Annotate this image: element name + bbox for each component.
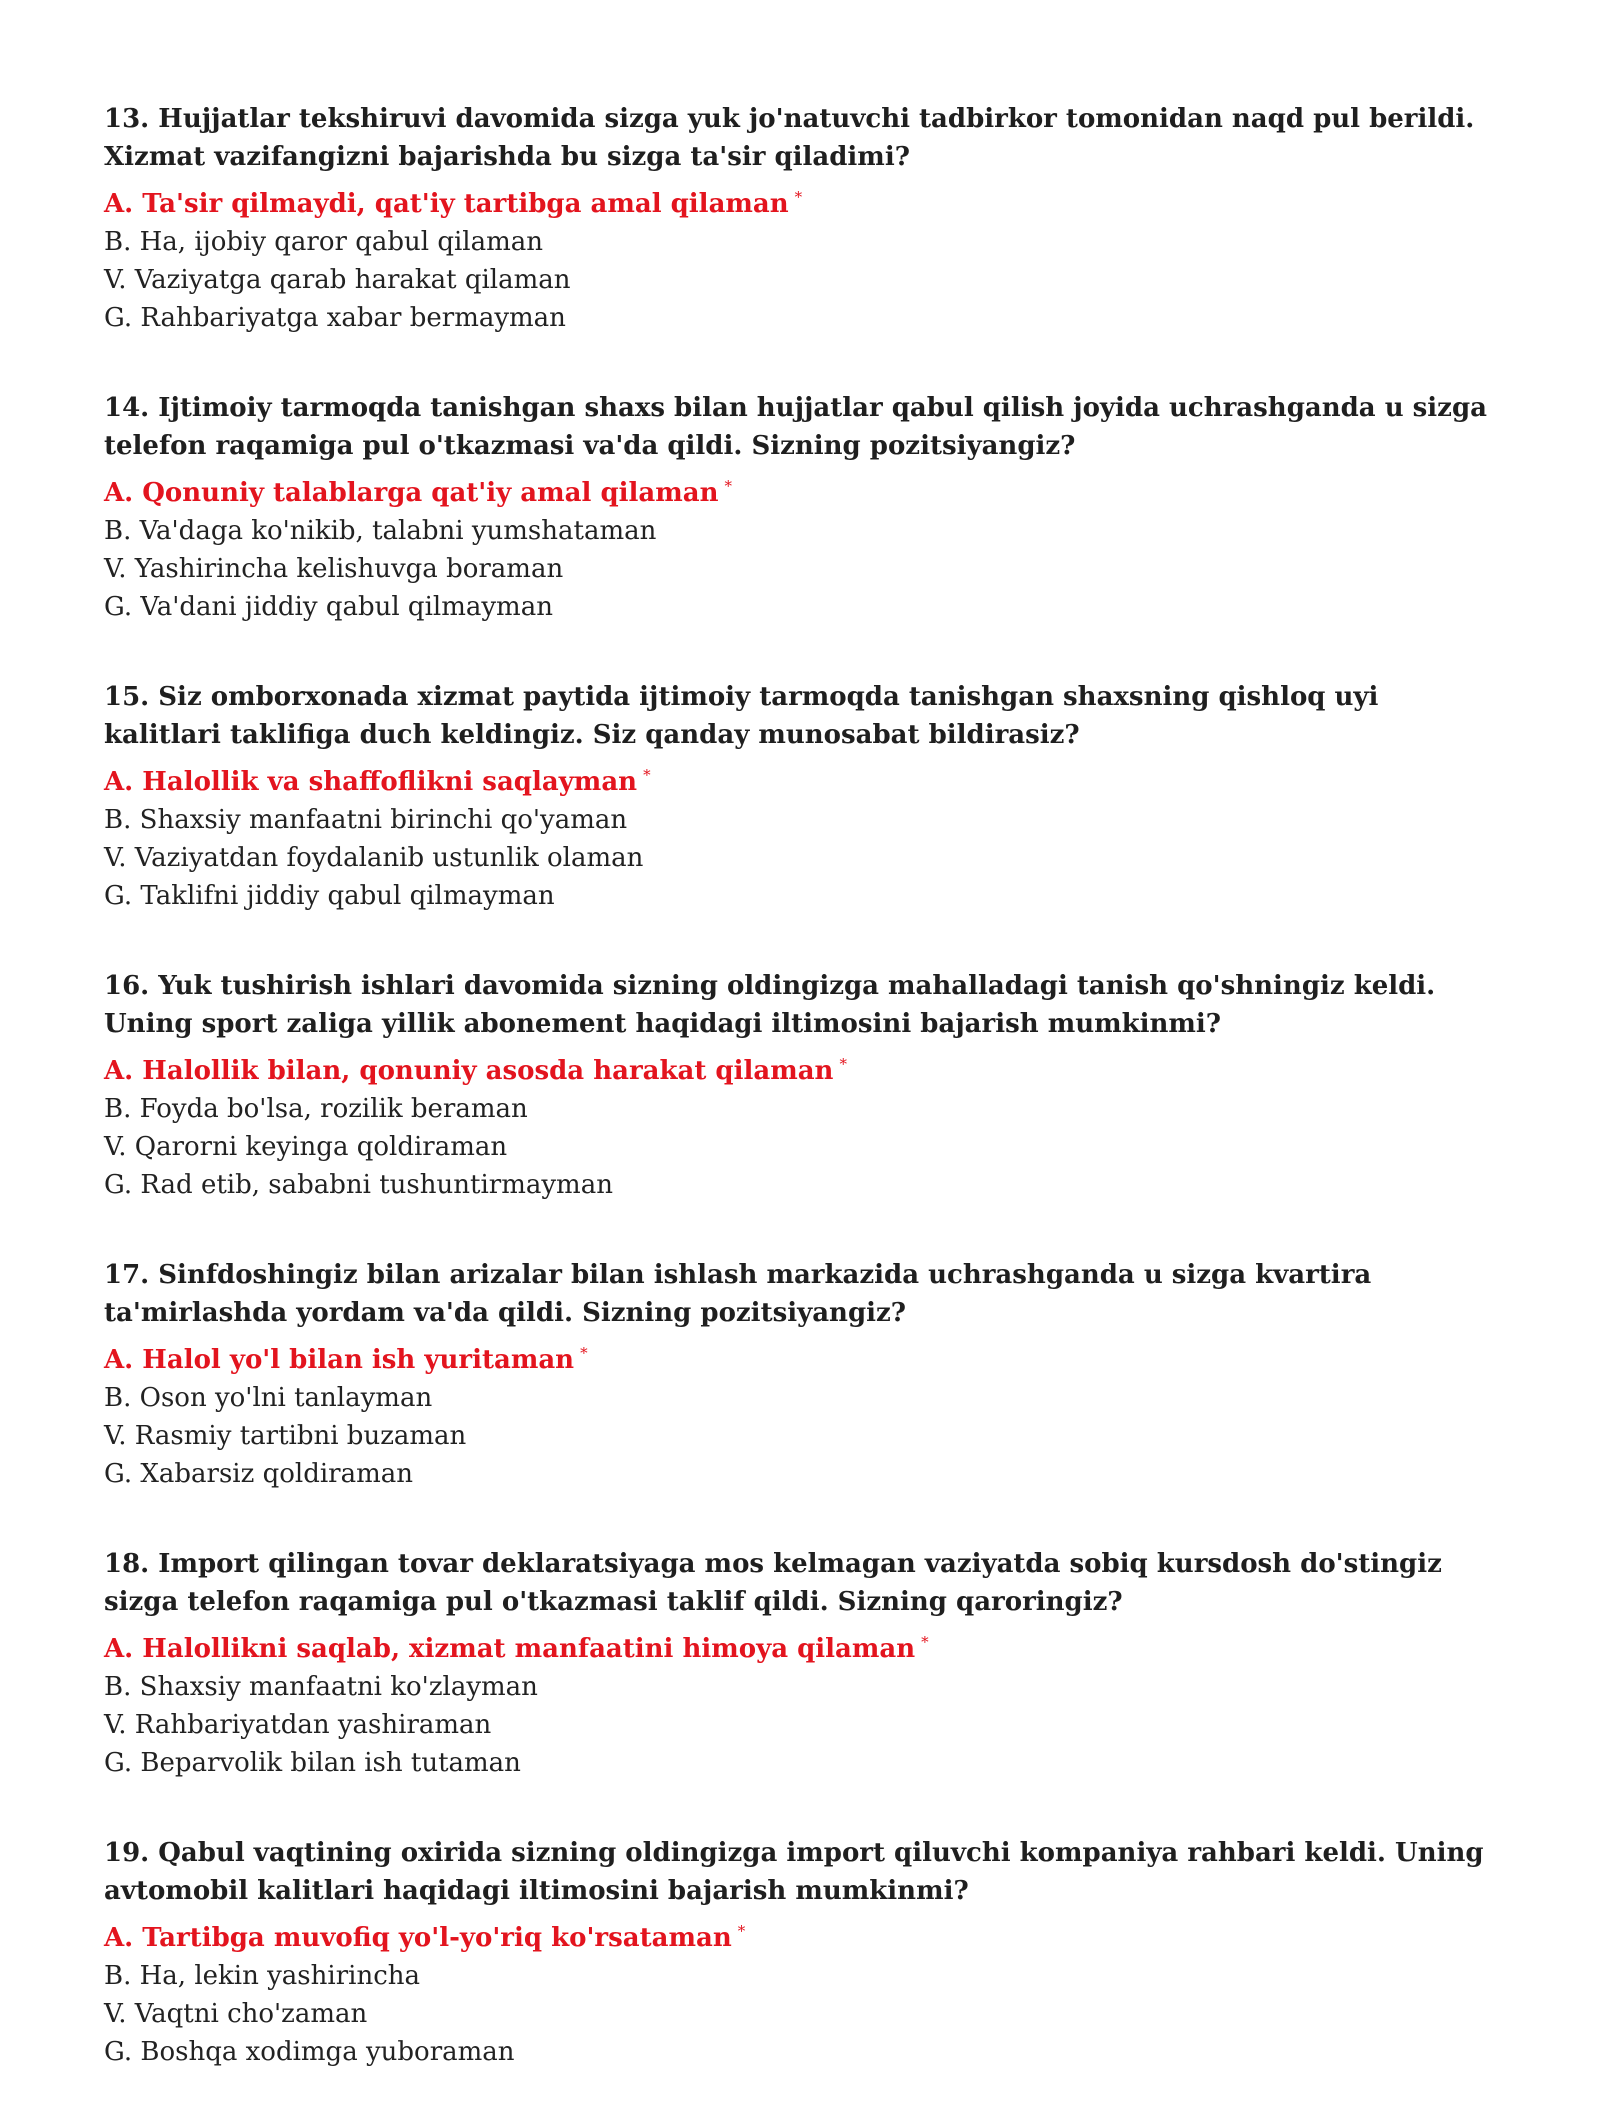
answer-option: V. Vaziyatga qarab harakat qilaman (104, 265, 571, 295)
correct-marker: * (921, 1633, 929, 1651)
answer-option: B. Shaxsiy manfaatni birinchi qo'yaman (104, 805, 628, 835)
correct-marker: * (794, 188, 803, 206)
question-text: 17. Sinfdoshingiz bilan arizalar bilan ishlash markazida uchrashganda u sizga kvartira ta'mirlashda yordam va'da qildi. Sizning pozitsiyangiz? (104, 1260, 1372, 1328)
answer-option: V. Vaziyatdan foydalanib ustunlik olaman (104, 843, 644, 873)
correct-answer (104, 756, 1504, 801)
question-13 (104, 100, 1504, 337)
answer-text: A. Ta'sir qilmaydi, qat'iy tartibga amal qilaman (104, 189, 789, 219)
answer-option: G. Boshqa xodimga yuboraman (104, 2037, 515, 2067)
answer-option: V. Qarorni keyinga qoldiraman (104, 1132, 508, 1162)
answer-option: V. Yashirincha kelishuvga boraman (104, 554, 564, 584)
answer-option: B. Oson yo'lni tanlayman (104, 1383, 433, 1413)
question-19 (104, 1834, 1504, 2071)
correct-answer (104, 1334, 1504, 1379)
answer-text: A. Halol yo'l bilan ish yuritaman (104, 1345, 575, 1375)
correct-answer (104, 467, 1504, 512)
answer-option: B. Ha, ijobiy qaror qabul qilaman (104, 227, 543, 257)
correct-marker: * (737, 1922, 746, 1940)
answer-option: B. Va'daga ko'nikib, talabni yumshataman (104, 516, 657, 546)
answer-option: G. Taklifni jiddiy qabul qilmayman (104, 881, 555, 911)
question-text: 18. Import qilingan tovar deklaratsiyaga mos kelmagan vaziyatda sobiq kursdosh do'stingiz sizga telefon raqamiga pul o'tkazmasi taklif qildi. Sizning qaroringiz? (104, 1549, 1442, 1617)
answer-option: V. Rahbariyatdan yashiraman (104, 1710, 492, 1740)
question-text: 14. Ijtimoiy tarmoqda tanishgan shaxs bilan hujjatlar qabul qilish joyida uchrashganda u sizga telefon raqamiga pul o'tkazmasi va'da qildi. Sizning pozitsiyangiz? (104, 393, 1487, 461)
correct-answer (104, 1045, 1504, 1090)
answer-option: G. Rahbariyatga xabar bermayman (104, 303, 566, 333)
correct-answer (104, 1623, 1504, 1668)
question-list (104, 100, 1504, 2123)
answer-option: G. Beparvolik bilan ish tutaman (104, 1748, 521, 1778)
answer-option: G. Xabarsiz qoldiraman (104, 1459, 413, 1489)
answer-option: B. Ha, lekin yashirincha (104, 1961, 421, 1991)
question-15 (104, 678, 1504, 915)
answer-option: V. Rasmiy tartibni buzaman (104, 1421, 467, 1451)
question-text: 19. Qabul vaqtining oxirida sizning oldingizga import qiluvchi kompaniya rahbari keldi. Uning avtomobil kalitlari haqidagi iltimosini bajarish mumkinmi? (104, 1838, 1484, 1906)
question-text: 16. Yuk tushirish ishlari davomida sizning oldingizga mahalladagi tanish qo'shningiz keldi. Uning sport zaliga yillik abonement haqidagi iltimosini bajarish mumkinmi? (104, 971, 1436, 1039)
question-17 (104, 1256, 1504, 1493)
answer-text: A. Halollik bilan, qonuniy asosda harakat qilaman (104, 1056, 834, 1086)
answer-option: B. Foyda bo'lsa, rozilik beraman (104, 1094, 528, 1124)
correct-answer (104, 178, 1504, 223)
answer-option: G. Va'dani jiddiy qabul qilmayman (104, 592, 553, 622)
question-14 (104, 389, 1504, 626)
correct-answer (104, 1912, 1504, 1957)
correct-marker: * (580, 1344, 588, 1362)
question-18 (104, 1545, 1504, 1782)
correct-marker: * (839, 1055, 847, 1073)
answer-text: A. Halollik va shaffoflikni saqlayman (104, 767, 638, 797)
correct-marker: * (724, 477, 732, 495)
question-16 (104, 967, 1504, 1204)
question-text: 15. Siz omborxonada xizmat paytida ijtimoiy tarmoqda tanishgan shaxsning qishloq uyi kalitlari taklifiga duch keldingiz. Siz qanday munosabat bildirasiz? (104, 682, 1379, 750)
correct-marker: * (643, 766, 651, 784)
answer-text: A. Halollikni saqlab, xizmat manfaatini himoya qilaman (104, 1634, 916, 1664)
answer-text: A. Qonuniy talablarga qat'iy amal qilaman (104, 478, 719, 508)
answer-option: V. Vaqtni cho'zaman (104, 1999, 368, 2029)
answer-option: G. Rad etib, sababni tushuntirmayman (104, 1170, 613, 1200)
answer-option: B. Shaxsiy manfaatni ko'zlayman (104, 1672, 538, 1702)
answer-text: A. Tartibga muvofiq yo'l-yo'riq ko'rsataman (104, 1923, 732, 1953)
question-text: 13. Hujjatlar tekshiruvi davomida sizga yuk jo'natuvchi tadbirkor tomonidan naqd pul berildi. Xizmat vazifangizni bajarishda bu sizga ta'sir qiladimi? (104, 104, 1475, 172)
